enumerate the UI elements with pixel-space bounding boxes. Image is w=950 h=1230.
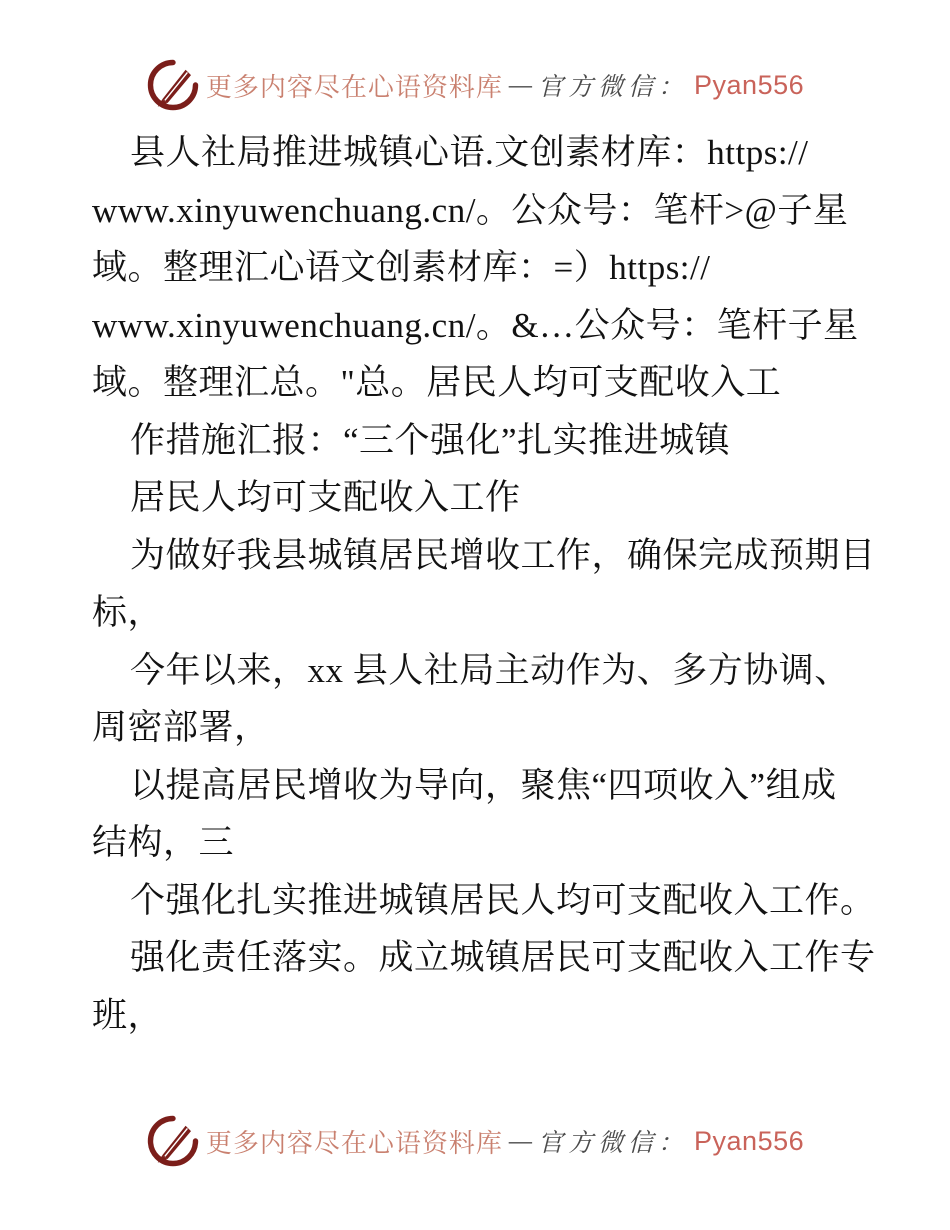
header-watermark [0,56,950,114]
text-line: 为做好我县城镇居民增收工作，确保完成预期目 [130,535,876,575]
text-line: www.xinyuwenchuang.cn/。&…公众号：笔杆子星 [92,305,859,345]
text-line: 班， [92,995,164,1035]
watermark-dash: — [508,70,533,99]
text-line: 居民人均可支配收入工作 [130,478,521,517]
watermark-dash: — [508,1126,533,1155]
watermark-wechat-label: 官方微信： [538,1130,689,1157]
text-line: 结构，三 [92,823,235,862]
document-body [92,124,876,1044]
watermark-brand-text: 更多内容尽在心语资料库 [205,72,503,102]
text-line: 域。整理汇总。"总。居民人均可支配收入工 [92,363,782,402]
text-line: www.xinyuwenchuang.cn/。公众号：笔杆>@子星 [92,190,849,230]
watermark-wechat-label: 官方微信： [538,74,689,101]
watermark-wechat-id: Pyan556 [694,69,805,100]
text-line: 域。整理汇心语文创素材库：=）https:// [92,248,711,287]
text-line: 标， [92,593,164,632]
text-line: 县人社局推进城镇心语.文创素材库：https:// [130,133,809,172]
text-line: 强化责任落实。成立城镇居民可支配收入工作专 [130,938,876,977]
text-line: 周密部署， [92,708,270,747]
watermark-wechat-id: Pyan556 [694,1125,805,1156]
watermark-brand-text: 更多内容尽在心语资料库 [205,1128,503,1158]
text-line: 个强化扎实推进城镇居民人均可支配收入工作。 [130,880,876,920]
text-line: 以提高居民增收为导向，聚焦“四项收入”组成 [130,765,837,805]
footer-watermark [0,1112,950,1170]
text-line: 今年以来，xx 县人社局主动作为、多方协调、 [130,650,850,690]
pen-swirl-logo-icon [146,56,200,114]
pen-swirl-logo-icon [146,1112,200,1170]
text-line: 作措施汇报：“三个强化”扎实推进城镇 [130,420,731,460]
